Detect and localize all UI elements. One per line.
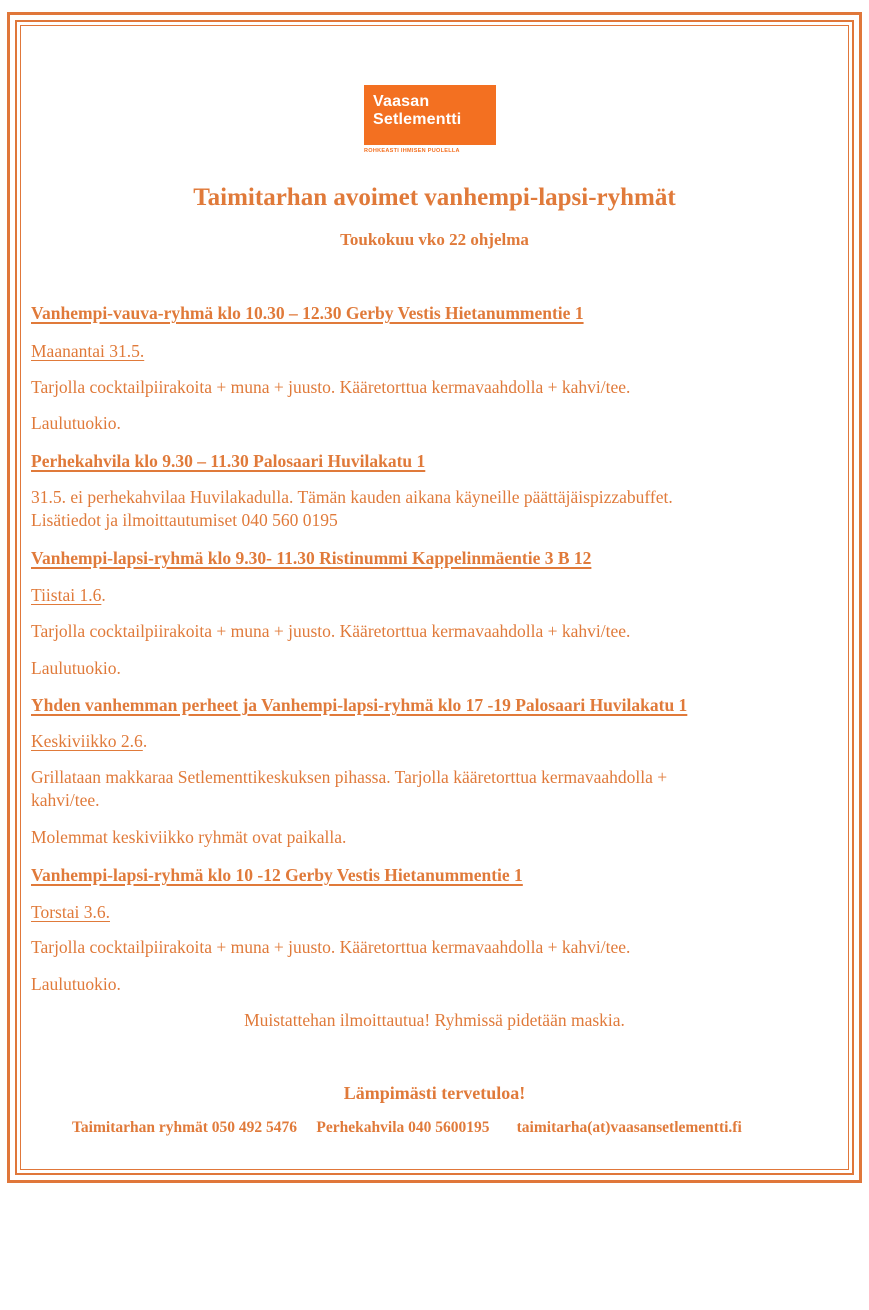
day-wednesday-line: [31, 730, 147, 753]
logo-line-2: Setlementti: [373, 111, 462, 128]
section-heading-family-cafe: Perhekahvila klo 9.30 – 11.30 Palosaari Huvilakatu 1: [31, 451, 426, 471]
section-heading-gerby: Vanhempi-lapsi-ryhmä klo 10 -12 Gerby Vestis Hietanummentie 1: [31, 865, 523, 885]
day-tuesday-line: [31, 584, 106, 607]
section-heading-ristinummi: Vanhempi-lapsi-ryhmä klo 9.30- 11.30 Ristinummi Kappelinmäentie 3 B 12: [31, 548, 592, 568]
contact-cafe-phone: Perhekahvila 040 5600195: [316, 1119, 490, 1136]
mask-reminder: Muistattehan ilmoittautua! Ryhmissä pidetään maskia.: [244, 1010, 625, 1030]
page-title: Taimitarhan avoimet vanhempi-lapsi-ryhmät: [193, 184, 676, 211]
note-wednesday: Molemmat keskiviikko ryhmät ovat paikalla.: [31, 827, 347, 847]
day-monday: Maanantai 31.5.: [31, 341, 145, 361]
logo-line-1: Vaasan: [373, 93, 430, 110]
page-subtitle: Toukokuu vko 22 ohjelma: [340, 230, 529, 249]
day-tuesday: Tiistai 1.6: [31, 585, 102, 605]
activity-text-thursday: Laulutuokio.: [31, 974, 121, 994]
cafe-info-line-1: 31.5. ei perhekahvilaa Huvilakadulla. Tämän kauden aikana käyneille päättäjäispizzabuffet.: [31, 487, 673, 507]
day-wednesday: Keskiviikko 2.6: [31, 731, 143, 751]
welcome-text: Lämpimästi tervetuloa!: [343, 1083, 526, 1103]
menu-text-monday: Tarjolla cocktailpiirakoita + muna + juusto. Kääretorttua kermavaahdolla + kahvi/tee.: [31, 377, 631, 397]
menu-text-tuesday: Tarjolla cocktailpiirakoita + muna + juusto. Kääretorttua kermavaahdolla + kahvi/tee.: [31, 621, 631, 641]
menu-text-wednesday-line-1: Grillataan makkaraa Setlementtikeskuksen pihassa. Tarjolla kääretorttua kermavaahdolla +: [31, 767, 668, 787]
day-thursday: Torstai 3.6.: [31, 902, 110, 922]
contact-groups-phone: Taimitarhan ryhmät 050 492 5476: [72, 1119, 298, 1136]
vaasan-setlementti-logo: [364, 85, 496, 145]
day-tuesday-suffix: .: [101, 585, 106, 605]
logo-tagline: ROHKEASTI IHMISEN PUOLELLA: [364, 148, 460, 154]
activity-text-monday: Laulutuokio.: [31, 413, 121, 433]
menu-text-wednesday-line-2: kahvi/tee.: [31, 790, 100, 810]
section-heading-baby-group: Vanhempi-vauva-ryhmä klo 10.30 – 12.30 Gerby Vestis Hietanummentie 1: [31, 303, 584, 323]
cafe-info-line-2: Lisätiedot ja ilmoittautumiset 040 560 0195: [31, 510, 338, 530]
menu-text-thursday: Tarjolla cocktailpiirakoita + muna + juusto. Kääretorttua kermavaahdolla + kahvi/tee.: [31, 937, 631, 957]
section-heading-single-parent: Yhden vanhemman perheet ja Vanhempi-lapsi-ryhmä klo 17 -19 Palosaari Huvilakatu 1: [31, 695, 688, 715]
activity-text-tuesday: Laulutuokio.: [31, 658, 121, 678]
day-wednesday-suffix: .: [142, 731, 148, 751]
cafe-info-text: [31, 486, 831, 532]
contact-line: [72, 1119, 832, 1137]
menu-text-wednesday: [31, 766, 831, 812]
contact-email: taimitarha(at)vaasansetlementti.fi: [516, 1119, 742, 1136]
